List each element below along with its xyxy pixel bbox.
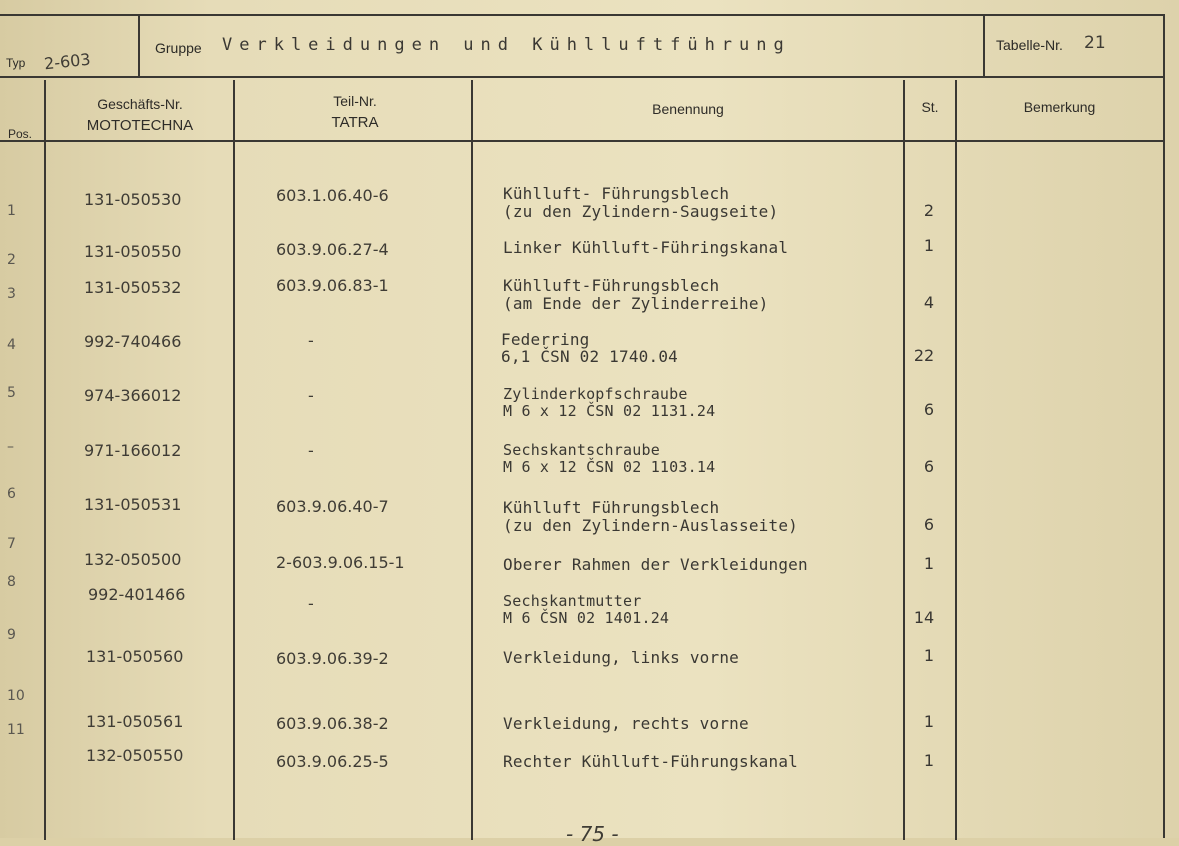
typ-value: 2-603 xyxy=(43,49,92,74)
position-number: 3 xyxy=(7,286,16,302)
stueck-count: 6 xyxy=(923,400,935,419)
position-number: 7 xyxy=(7,536,16,552)
tabelle-value: 21 xyxy=(1084,33,1106,53)
teil-nr: - xyxy=(308,386,314,405)
teil-nr: 603.9.06.27-4 xyxy=(276,240,389,259)
teil-nr: 603.9.06.39-2 xyxy=(276,649,389,668)
benennung-line-1: Kühlluft-Führungsblech xyxy=(503,276,720,295)
stueck-count: 1 xyxy=(923,236,935,255)
position-number: 2 xyxy=(7,252,16,268)
teil-nr: 2-603.9.06.15-1 xyxy=(276,553,405,572)
stueck-count: 22 xyxy=(913,346,935,365)
tabelle-label: Tabelle-Nr. xyxy=(996,37,1063,53)
position-number: 11 xyxy=(7,722,25,738)
page-number: - 75 - xyxy=(566,822,619,846)
col-header-st: St. xyxy=(921,99,939,115)
stueck-count: 1 xyxy=(923,646,935,665)
geschaefts-nr: 992-740466 xyxy=(84,332,182,351)
benennung-line-1: Verkleidung, rechts vorne xyxy=(503,714,749,733)
stueck-count: 14 xyxy=(913,608,935,627)
position-number: 8 xyxy=(7,574,16,590)
geschaefts-nr: 132-050500 xyxy=(84,550,182,569)
benennung-line-1: Rechter Kühlluft-Führungskanal xyxy=(503,752,798,771)
stueck-count: 1 xyxy=(923,712,935,731)
position-number: 1 xyxy=(7,203,16,219)
position-number: 5 xyxy=(7,385,16,401)
teil-nr: - xyxy=(308,594,314,613)
benennung-line-1: Sechskantschraube xyxy=(503,441,660,459)
column-header-rule xyxy=(0,140,1165,142)
stueck-count: 1 xyxy=(923,554,935,573)
benennung-line-1: Linker Kühlluft-Führingskanal xyxy=(503,238,789,257)
benennung-line-2: M 6 x 12 ČSN 02 1131.24 xyxy=(503,402,716,420)
header-divider-rule xyxy=(0,76,1165,78)
benennung-line-2: (am Ende der Zylinderreihe) xyxy=(503,294,769,313)
teil-nr: 603.1.06.40-6 xyxy=(276,186,389,205)
col-header-geschaefts-1: Geschäfts-Nr. xyxy=(97,96,183,112)
benennung-line-2: M 6 x 12 ČSN 02 1103.14 xyxy=(503,458,716,476)
col-divider-4 xyxy=(903,80,905,840)
benennung-line-1: Verkleidung, links vorne xyxy=(503,648,739,667)
right-border xyxy=(1163,14,1165,838)
stueck-count: 6 xyxy=(923,515,935,534)
benennung-line-1: Kühlluft- Führungsblech xyxy=(503,184,730,203)
geschaefts-nr: 974-366012 xyxy=(84,386,182,405)
position-number: 10 xyxy=(7,688,25,704)
col-header-bemerkung: Bemerkung xyxy=(1023,99,1096,115)
geschaefts-nr: 992-401466 xyxy=(88,585,186,604)
benennung-line-2: (zu den Zylindern-Saugseite) xyxy=(503,202,779,221)
benennung-line-2: M 6 ČSN 02 1401.24 xyxy=(503,609,670,627)
stueck-count: 1 xyxy=(923,751,935,770)
geschaefts-nr: 131-050560 xyxy=(86,647,184,666)
geschaefts-nr: 131-050532 xyxy=(84,278,182,297)
position-number: 6 xyxy=(7,486,16,502)
geschaefts-nr: 132-050550 xyxy=(86,746,184,765)
col-divider-tabelle xyxy=(983,14,985,78)
col-header-teil-1: Teil-Nr. xyxy=(333,93,377,109)
col-divider-1 xyxy=(44,80,46,840)
benennung-line-1: Sechskantmutter xyxy=(503,592,642,610)
benennung-line-2: (zu den Zylindern-Auslasseite) xyxy=(503,516,798,535)
stueck-count: 2 xyxy=(923,201,935,220)
benennung-line-2: 6,1 ČSN 02 1740.04 xyxy=(501,347,678,366)
geschaefts-nr: 131-050530 xyxy=(84,190,182,209)
benennung-line-1: Kühlluft Führungsblech xyxy=(503,498,720,517)
col-divider-2 xyxy=(233,80,235,840)
top-rule xyxy=(0,14,1165,16)
benennung-line-1: Federring xyxy=(501,330,590,349)
teil-nr: - xyxy=(308,441,314,460)
geschaefts-nr: 971-166012 xyxy=(84,441,182,460)
typ-label: Typ xyxy=(6,56,26,70)
geschaefts-nr: 131-050531 xyxy=(84,495,182,514)
teil-nr: 603.9.06.83-1 xyxy=(276,276,389,295)
col-header-teil-2: TATRA xyxy=(331,114,379,131)
position-number: – xyxy=(7,439,14,455)
teil-nr: 603.9.06.40-7 xyxy=(276,497,389,516)
geschaefts-nr: 131-050550 xyxy=(84,242,182,261)
benennung-line-1: Zylinderkopfschraube xyxy=(503,385,688,403)
col-divider-3 xyxy=(471,80,473,840)
col-header-pos: Pos. xyxy=(8,127,33,141)
stueck-count: 4 xyxy=(923,293,935,312)
col-header-geschaefts-2: MOTOTECHNA xyxy=(86,117,194,134)
col-header-benennung: Benennung xyxy=(652,101,724,117)
benennung-line-1: Oberer Rahmen der Verkleidungen xyxy=(503,555,808,574)
gruppe-label: Gruppe xyxy=(155,40,202,56)
col-divider-typ xyxy=(138,14,140,78)
col-divider-5 xyxy=(955,80,957,840)
geschaefts-nr: 131-050561 xyxy=(86,712,184,731)
teil-nr: - xyxy=(308,331,314,350)
gruppe-value: Verkleidungen und Kühlluftführung xyxy=(222,35,791,55)
position-number: 9 xyxy=(7,627,16,643)
stueck-count: 6 xyxy=(923,457,935,476)
position-number: 4 xyxy=(7,337,16,353)
teil-nr: 603.9.06.38-2 xyxy=(276,714,389,733)
teil-nr: 603.9.06.25-5 xyxy=(276,752,389,771)
